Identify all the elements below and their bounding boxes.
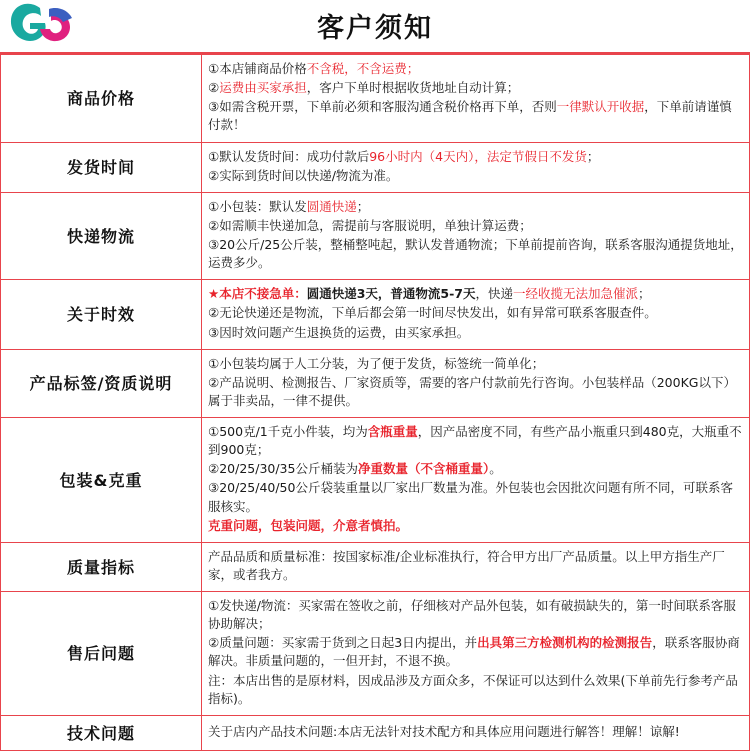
table-row xyxy=(1,418,750,543)
content-line xyxy=(208,479,743,515)
content-text: ，联系客服协商解决。非质量问题的，一但开封，不退不换。 xyxy=(208,635,740,669)
content-text: ② xyxy=(208,80,220,96)
content-line xyxy=(208,517,743,535)
content-text: 净重数量（不含桶重量） xyxy=(357,461,490,477)
content-text: ； xyxy=(586,148,600,164)
content-line xyxy=(208,672,743,708)
content-text: ★本店不接急单： xyxy=(208,286,307,302)
content-text: 注：本店出售的是原材料，因成品涉及方面众多，不保证可以达到什么效果(下单前先行参考产品指标)。 xyxy=(208,672,738,706)
content-text: 一律默认开收据 xyxy=(556,99,645,115)
table-row xyxy=(1,542,750,591)
content-text: 圆通快递3天，普通物流5-7天 xyxy=(306,286,476,302)
row-content xyxy=(202,192,750,280)
content-text: ③20公斤/25公斤装，整桶整吨起，默认发普通物流；下单前提前咨询，联系客服沟通提货地址，运费多少。 xyxy=(208,237,743,271)
content-line xyxy=(208,548,743,584)
content-line xyxy=(208,324,743,342)
content-line xyxy=(208,355,743,373)
content-text: ②实际到货时间以快递/物流为准。 xyxy=(208,167,399,183)
content-text: 一经收揽无法加急催派 xyxy=(513,286,639,302)
content-line xyxy=(208,217,743,235)
row-label: 商品价格 xyxy=(1,55,202,143)
content-text: ③如需含税开票，下单前必须和客服沟通含税价格再下单，否则 xyxy=(208,99,557,115)
content-line xyxy=(208,460,743,478)
content-text: 运费由买家承担 xyxy=(219,80,307,96)
content-text: ，因产品密度不同，有些产品小瓶重只到480克，大瓶重不到900克； xyxy=(208,424,742,458)
content-text: ②如需顺丰快递加急，需提前与客服说明，单独计算运费； xyxy=(208,217,532,233)
notice-table-body xyxy=(1,55,750,751)
content-text: ①500克/1千克小件装，均为 xyxy=(208,424,368,439)
content-text: 不含税，不含运费； xyxy=(306,61,420,76)
content-line xyxy=(208,423,743,459)
row-label: 包装&克重 xyxy=(1,418,202,543)
content-text: 。 xyxy=(489,461,502,477)
content-text: ①发快递/物流：买家需在签收之前，仔细核对产品外包装，如有破损缺失的，第一时间联系客服协助解决； xyxy=(208,598,736,632)
page-header xyxy=(0,0,750,54)
row-label: 关于时效 xyxy=(1,280,202,349)
content-line xyxy=(208,98,743,134)
content-text: ，快递 xyxy=(475,286,514,302)
content-text: ②产品说明、检测报告、厂家资质等，需要的客户付款前先行咨询。小包装样品（200KG以下）属于非卖品，一律不提供。 xyxy=(208,374,736,408)
content-line xyxy=(208,60,743,78)
row-content xyxy=(202,142,750,192)
row-label: 产品标签/资质说明 xyxy=(1,349,202,417)
content-text: ③因时效问题产生退换货的运费，由买家承担。 xyxy=(208,324,470,340)
content-text: ； xyxy=(356,198,370,214)
table-row xyxy=(1,142,750,192)
content-text: 关于店内产品技术问题:本店无法针对技术配方和具体应用问题进行解答！理解！谅解! xyxy=(208,723,680,739)
row-label: 售后问题 xyxy=(1,592,202,716)
content-line xyxy=(208,304,743,322)
content-text: ①本店铺商品价格 xyxy=(208,61,307,76)
row-content xyxy=(202,715,750,750)
content-text: ②20/25/30/35公斤桶装为 xyxy=(208,461,358,477)
content-text: 含瓶重量 xyxy=(367,424,418,439)
content-line xyxy=(208,148,743,166)
table-row xyxy=(1,349,750,417)
content-text: ③20/25/40/50公斤袋装重量以厂家出厂数量为准。外包装也会因批次问题有所不同，可联系客服核实。 xyxy=(208,480,733,514)
content-text: 克重问题，包装问题，介意者慎拍。 xyxy=(208,517,409,533)
content-line xyxy=(208,285,743,303)
page-title: 客户须知 xyxy=(317,13,433,44)
content-line xyxy=(208,79,743,97)
row-content xyxy=(202,349,750,417)
row-content xyxy=(202,280,750,349)
content-text: ，客户下单时根据收货地址自动计算； xyxy=(306,80,520,96)
content-line xyxy=(208,597,743,633)
content-line xyxy=(208,723,743,741)
table-row xyxy=(1,592,750,716)
row-label: 技术问题 xyxy=(1,715,202,750)
content-text: 出具第三方检测机构的检测报告 xyxy=(477,635,653,651)
row-label: 发货时间 xyxy=(1,142,202,192)
content-text: ； xyxy=(638,286,651,302)
content-text: ②无论快递还是物流，下单后都会第一时间尽快发出，如有异常可联系客服查件。 xyxy=(208,305,657,321)
content-text: ①默认发货时间：成功付款后 xyxy=(208,148,370,164)
row-label: 快递物流 xyxy=(1,192,202,280)
content-line xyxy=(208,374,743,410)
content-text: 96小时内（4天内），法定节假日不发货 xyxy=(369,148,587,164)
content-line xyxy=(208,167,743,185)
content-text: 圆通快递 xyxy=(306,198,357,214)
content-line xyxy=(208,198,743,216)
notice-table xyxy=(0,54,750,751)
content-text: 产品品质和质量标准：按国家标准/企业标准执行，符合甲方出厂产品质量。以上甲方指生产厂家，或者我方。 xyxy=(208,548,725,582)
content-text: ①小包装均属于人工分装，为了便于发货，标签统一简单化； xyxy=(208,355,545,371)
table-row xyxy=(1,55,750,143)
content-text: ①小包装：默认发 xyxy=(208,198,307,214)
row-content xyxy=(202,55,750,143)
row-content xyxy=(202,592,750,716)
content-line xyxy=(208,634,743,670)
row-content xyxy=(202,418,750,543)
content-text: ，下单前请谨慎付款！ xyxy=(208,99,732,133)
row-label: 质量指标 xyxy=(1,542,202,591)
table-row xyxy=(1,715,750,750)
table-row xyxy=(1,192,750,280)
table-row xyxy=(1,280,750,349)
content-text: ②质量问题：买家需于货到之日起3日内提出，并 xyxy=(208,635,478,651)
row-content xyxy=(202,542,750,591)
content-line xyxy=(208,236,743,272)
